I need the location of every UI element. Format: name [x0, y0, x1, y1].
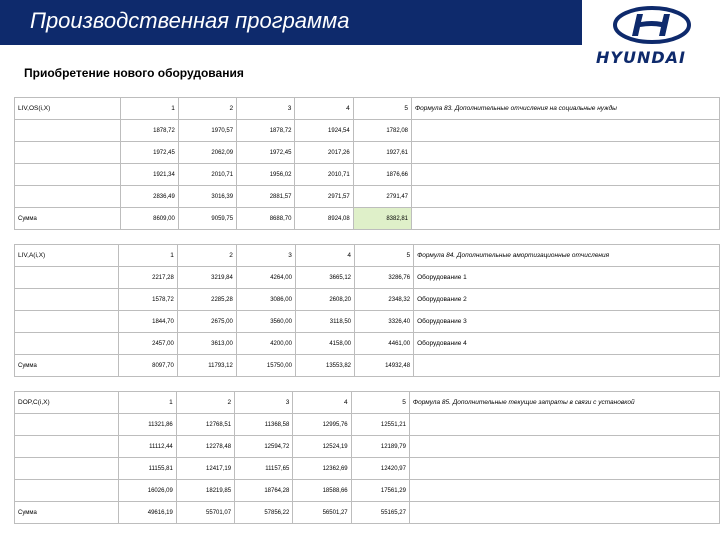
table-row	[15, 142, 720, 164]
table-cell: 2675,00	[177, 311, 236, 333]
sum-cell: 55701,07	[176, 502, 234, 524]
table-cell: 12524,19	[293, 436, 351, 458]
table-cell: 18219,85	[176, 480, 234, 502]
formula-note: Формула 85. Дополнительные текущие затраты в связи с установкой	[409, 392, 719, 414]
row-note	[409, 458, 719, 480]
row-note	[414, 355, 720, 377]
sum-cell: 9059,75	[178, 208, 236, 230]
table-cell: 1972,45	[237, 142, 295, 164]
table-cell: 4461,00	[355, 333, 414, 355]
year-header: 3	[236, 245, 295, 267]
row-label	[15, 289, 119, 311]
table-cell: 2217,28	[119, 267, 177, 289]
row-label	[15, 414, 119, 436]
sum-cell: 14932,48	[355, 355, 414, 377]
logo-wordmark: HYUNDAI	[596, 48, 686, 67]
sum-cell: 49616,19	[118, 502, 176, 524]
sum-cell: 8609,00	[120, 208, 178, 230]
sum-row	[15, 355, 720, 377]
table-cell: 3560,00	[236, 311, 295, 333]
table-cell: 12189,79	[351, 436, 409, 458]
table-cell: 1782,08	[353, 120, 411, 142]
formula-note: Формула 84. Дополнительные амортизационные отчисления	[414, 245, 720, 267]
table-cell: 12278,48	[176, 436, 234, 458]
table-cell: 1972,45	[120, 142, 178, 164]
table-cell: 11368,58	[235, 414, 293, 436]
table-row	[15, 164, 720, 186]
table-cell: 1844,70	[119, 311, 177, 333]
table-cell: 2348,32	[355, 289, 414, 311]
row-label	[15, 436, 119, 458]
table-cell: 11321,86	[118, 414, 176, 436]
row-label	[15, 142, 121, 164]
row-label	[15, 311, 119, 333]
row-note: Оборудование 1	[414, 267, 720, 289]
table-cell: 1921,34	[120, 164, 178, 186]
row-note	[409, 414, 719, 436]
table-cell: 18764,28	[235, 480, 293, 502]
row-label: DOP,C(i,X)	[15, 392, 119, 414]
table-row	[15, 289, 720, 311]
sum-cell: 55165,27	[351, 502, 409, 524]
table-row	[15, 186, 720, 208]
row-label	[15, 120, 121, 142]
row-note	[412, 186, 720, 208]
row-note	[412, 142, 720, 164]
row-label	[15, 164, 121, 186]
row-note	[412, 208, 720, 230]
table-cell: 12768,51	[176, 414, 234, 436]
data-table	[14, 97, 720, 230]
year-header: 2	[176, 392, 234, 414]
row-label	[15, 458, 119, 480]
table-row	[15, 436, 720, 458]
row-label	[15, 186, 121, 208]
table-row	[15, 480, 720, 502]
table-cell: 3665,12	[295, 267, 354, 289]
sum-cell: 8382,81	[353, 208, 411, 230]
table-cell: 11155,81	[118, 458, 176, 480]
table-row	[15, 120, 720, 142]
table-cell: 1924,54	[295, 120, 353, 142]
year-header: 3	[235, 392, 293, 414]
row-note	[409, 502, 719, 524]
table-cell: 4264,00	[236, 267, 295, 289]
table-cell: 3086,00	[236, 289, 295, 311]
sum-cell: 56501,27	[293, 502, 351, 524]
sum-cell: 8097,70	[119, 355, 177, 377]
sum-cell: 13553,82	[295, 355, 354, 377]
row-label	[15, 267, 119, 289]
row-label	[15, 333, 119, 355]
sum-cell: 57856,22	[235, 502, 293, 524]
year-header: 3	[237, 98, 295, 120]
table-cell: 3118,50	[295, 311, 354, 333]
year-header: 2	[178, 98, 236, 120]
year-header: 1	[120, 98, 178, 120]
table-cell: 2457,00	[119, 333, 177, 355]
table-cell: 1878,72	[237, 120, 295, 142]
table-cell: 11157,65	[235, 458, 293, 480]
table-cell: 1956,02	[237, 164, 295, 186]
table-cell: 12362,69	[293, 458, 351, 480]
year-header: 1	[118, 392, 176, 414]
row-label: LIV,A(i,X)	[15, 245, 119, 267]
table-cell: 1878,72	[120, 120, 178, 142]
table-cell: 2285,28	[177, 289, 236, 311]
sum-row	[15, 208, 720, 230]
table-header-row	[15, 245, 720, 267]
table-cell: 12417,19	[176, 458, 234, 480]
table-cell: 2881,57	[237, 186, 295, 208]
table-row	[15, 267, 720, 289]
table-cell: 2608,20	[295, 289, 354, 311]
year-header: 5	[355, 245, 414, 267]
row-note: Оборудование 3	[414, 311, 720, 333]
year-header: 5	[353, 98, 411, 120]
table-cell: 17561,29	[351, 480, 409, 502]
table-cell: 1970,57	[178, 120, 236, 142]
table-header-row	[15, 392, 720, 414]
table-cell: 16026,09	[118, 480, 176, 502]
year-header: 5	[351, 392, 409, 414]
table-row	[15, 414, 720, 436]
table-cell: 1876,66	[353, 164, 411, 186]
table-cell: 4200,00	[236, 333, 295, 355]
table-cell: 1927,61	[353, 142, 411, 164]
year-header: 4	[295, 245, 354, 267]
data-table	[14, 391, 720, 524]
table-row	[15, 311, 720, 333]
data-table	[14, 244, 720, 377]
sum-row	[15, 502, 720, 524]
year-header: 2	[177, 245, 236, 267]
table-cell: 12995,76	[293, 414, 351, 436]
table-cell: 2791,47	[353, 186, 411, 208]
row-note	[412, 120, 720, 142]
row-label	[15, 480, 119, 502]
table-header-row	[15, 98, 720, 120]
year-header: 4	[295, 98, 353, 120]
year-header: 1	[119, 245, 177, 267]
table-cell: 12594,72	[235, 436, 293, 458]
hyundai-logo-icon	[612, 5, 692, 45]
section-subtitle: Приобретение нового оборудования	[24, 66, 244, 80]
table-cell: 3613,00	[177, 333, 236, 355]
sum-label: Сумма	[15, 502, 119, 524]
sum-cell: 11793,12	[177, 355, 236, 377]
table-cell: 3286,76	[355, 267, 414, 289]
page-title: Производственная программа	[30, 8, 350, 33]
table-cell: 12551,21	[351, 414, 409, 436]
year-header: 4	[293, 392, 351, 414]
table-cell: 1578,72	[119, 289, 177, 311]
table-cell: 2062,09	[178, 142, 236, 164]
sum-label: Сумма	[15, 355, 119, 377]
sum-cell: 8924,08	[295, 208, 353, 230]
table-cell: 2010,71	[178, 164, 236, 186]
table-cell: 18588,66	[293, 480, 351, 502]
sum-cell: 8688,70	[237, 208, 295, 230]
title-bar	[0, 0, 582, 45]
row-label: LIV,OS(i,X)	[15, 98, 121, 120]
table-cell: 2836,49	[120, 186, 178, 208]
table-cell: 3219,84	[177, 267, 236, 289]
table-cell: 3016,39	[178, 186, 236, 208]
table-row	[15, 333, 720, 355]
row-note	[412, 164, 720, 186]
table-cell: 2010,71	[295, 164, 353, 186]
table-row	[15, 458, 720, 480]
row-note: Оборудование 4	[414, 333, 720, 355]
sum-label: Сумма	[15, 208, 121, 230]
table-cell: 11112,44	[118, 436, 176, 458]
table-cell: 12420,97	[351, 458, 409, 480]
table-cell: 3326,40	[355, 311, 414, 333]
formula-note: Формула 83. Дополнительные отчисления на социальные нужды	[412, 98, 720, 120]
table-cell: 2971,57	[295, 186, 353, 208]
table-cell: 2017,26	[295, 142, 353, 164]
row-note	[409, 480, 719, 502]
table-cell: 4158,00	[295, 333, 354, 355]
row-note: Оборудование 2	[414, 289, 720, 311]
sum-cell: 15750,00	[236, 355, 295, 377]
row-note	[409, 436, 719, 458]
